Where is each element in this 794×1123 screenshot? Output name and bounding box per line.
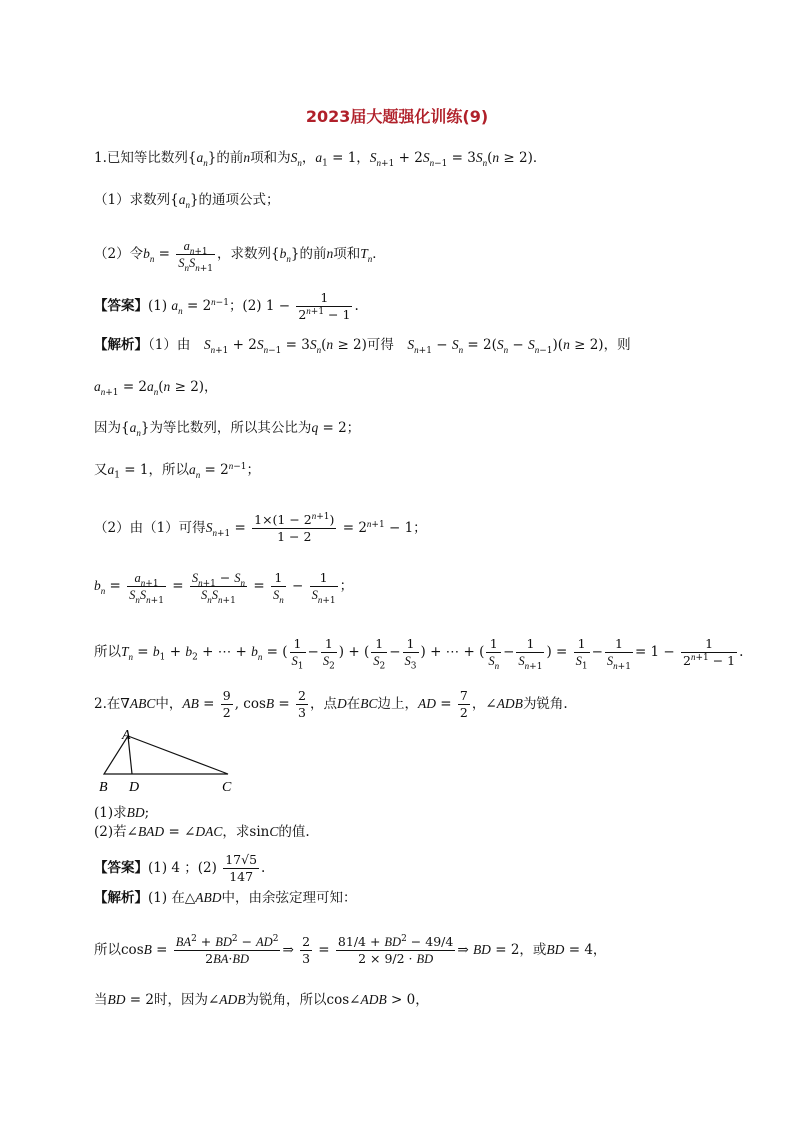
page-title: 2023届大题强化训练(9)	[305, 107, 489, 126]
q1-answer: 【答案】(1) $a_n = 2^{n-1}$；(2) 1 − $\frac{1}{2^{n+1} - 1}$ .	[94, 290, 359, 322]
q1-intro: 1.已知等比数列	[94, 150, 188, 166]
q2-part1: (1)求BD;	[94, 805, 150, 821]
q1-analysis-line5: （2）由（1）可得$S_{n+1}$ = $\frac{1\times(1 - 2^{n+1})}{1 - 2}$ = $2^{n+1} - 1$；	[94, 510, 427, 544]
label-A: A	[122, 728, 131, 743]
label-D: D	[129, 780, 140, 795]
label-C: C	[222, 780, 232, 795]
q1-analysis-line7: 所以$T_n = b_1 + b_2$ + ⋯ + $b_n$ = ( $\frac{1}{S_1}$ − $\frac{1}{S_2}$ ) + ( $\frac{1}{S_2}$ − $\frac{1}{S_3}$ ) + ⋯ + ( $\frac{1}{S_n}$ − $\frac{1}{S_{n+1}}$ ) = $\frac{1}{S_1}$ − $\frac{1}{S_{n+1}}$ = 1 − $\frac{1}{2^{n+1} - 1}$ .	[94, 636, 744, 672]
q1-part2: （2）令$b_n$ = $\frac{a_{n+1}}{S_nS_{n+1}}$ ，求数列$\{b_n\}$的前n项和$T_n$．	[94, 239, 386, 274]
q1-analysis-line2: $a_{n+1} = 2a_n(n \ge 2)$，	[94, 379, 218, 398]
label-B: B	[99, 780, 108, 795]
triangle-figure	[94, 728, 244, 796]
q1-analysis: 【解析】（1）由 $S_{n+1} + 2S_{n-1} = 3S_n(n \ge 2)$可得 $S_{n+1} - S_n = 2(S_n - S_{n-1})(n \ge 2)$，则	[94, 337, 631, 356]
q1-statement: 1.已知等比数列$\{a_n\}$的前n项和为$S_n$，$a_1 = 1$，$S_{n+1} + 2S_{n-1} = 3S_n(n \ge 2)$．	[94, 150, 547, 169]
q2-analysis-line2: 所以cosB = $\frac{BA^2 + BD^2 - AD^2}{2BA\cdot BD}$ ⇒ $\frac{2}{3}$ = $\frac{81/4 + BD^2 - 49/4}{2 \times 9/2 \cdot BD}$ ⇒ BD = 2，或BD = 4，	[94, 933, 607, 966]
q1-analysis-line4: 又$a_1 = 1$，所以$a_n = 2^{n-1}$；	[94, 460, 260, 481]
q2-analysis-line3: 当BD = 2时，因为∠ADB为锐角，所以cos∠ADB > 0，	[94, 992, 429, 1008]
q2-part2: (2)若∠BAD = ∠DAC，求sinC的值.	[94, 824, 310, 840]
q1-part1: （1）求数列$\{a_n\}$的通项公式；	[94, 192, 280, 210]
q2-statement: 2.在∇ABC中，AB = $\frac{9}{2}$ , cosB = $\frac{2}{3}$ ，点D在BC边上，AD = $\frac{7}{2}$ ，∠ADB为锐角.	[94, 688, 568, 720]
q2-analysis: 【解析】(1) 在△ABD中，由余弦定理可知：	[94, 890, 357, 906]
q2-answer: 【答案】(1) 4 ；(2) $\frac{17√5}{147}$ .	[94, 852, 266, 884]
q1-analysis-line6: $b_n$ = $\frac{a_{n+1}}{S_nS_{n+1}}$ = $\frac{S_{n+1} - S_n}{S_nS_{n+1}}$ = $\frac{1}{S_n}$ − $\frac{1}{S_{n+1}}$ ；	[94, 570, 354, 606]
q1-analysis-line3: 因为$\{a_n\}$为等比数列，所以其公比为q = 2；	[94, 420, 361, 438]
